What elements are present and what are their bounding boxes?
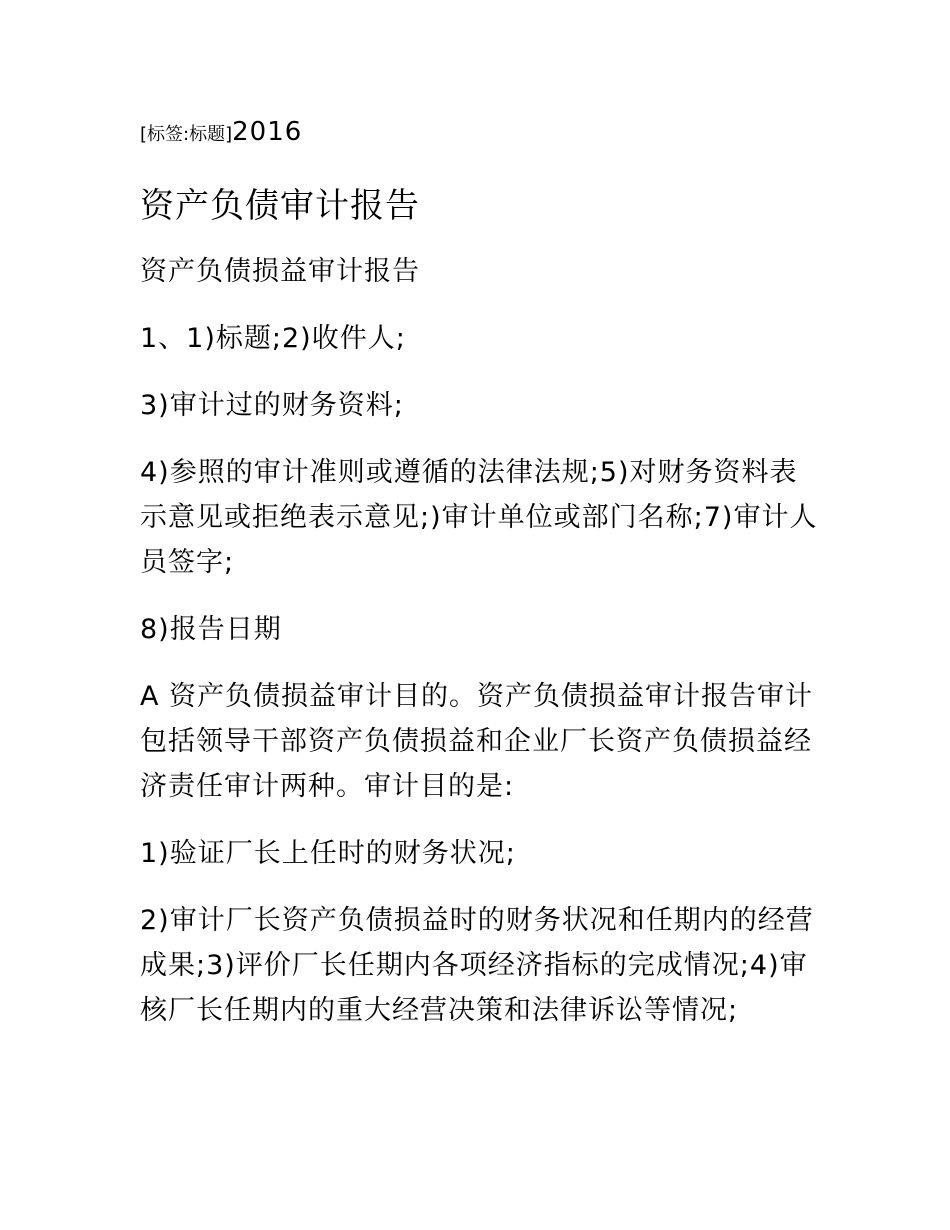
paragraph-item-8: 8)报告日期 [140,614,282,645]
paragraph-item-1-2: 1、1)标题;2)收件人; [140,323,406,354]
document-year: 2016 [232,117,303,147]
paragraph-item-3: 3)审计过的财务资料; [140,390,404,421]
tag-label: [标签:标题] [140,124,233,145]
document-tagline [140,112,820,152]
paragraph-purpose-1: 1)验证厂长上任时的财务状况; [140,838,516,869]
document-title: 资产负债审计报告 [140,186,420,226]
paragraph-item-4-7: 4)参照的审计准则或遵循的法律法规;5)对财务资料表示意见或拒绝表示意见;)审计单位或部门名称;7)审计人员签字; [140,457,818,578]
paragraph-purpose-2-4: 2)审计厂长资产负债损益时的财务状况和任期内的经营成果;3)评价厂长任期内各项经济指标的完成情况;4)审核厂长任期内的重大经营决策和法律诉讼等情况; [140,905,814,1026]
paragraph-subtitle: 资产负债损益审计报告 [140,256,420,287]
paragraph-audit-purpose: A 资产负债损益审计目的。资产负债损益审计报告审计包括领导干部资产负债损益和企业厂长资产负债损益经济责任审计两种。审计目的是: [140,681,814,802]
document-page [140,112,820,1033]
